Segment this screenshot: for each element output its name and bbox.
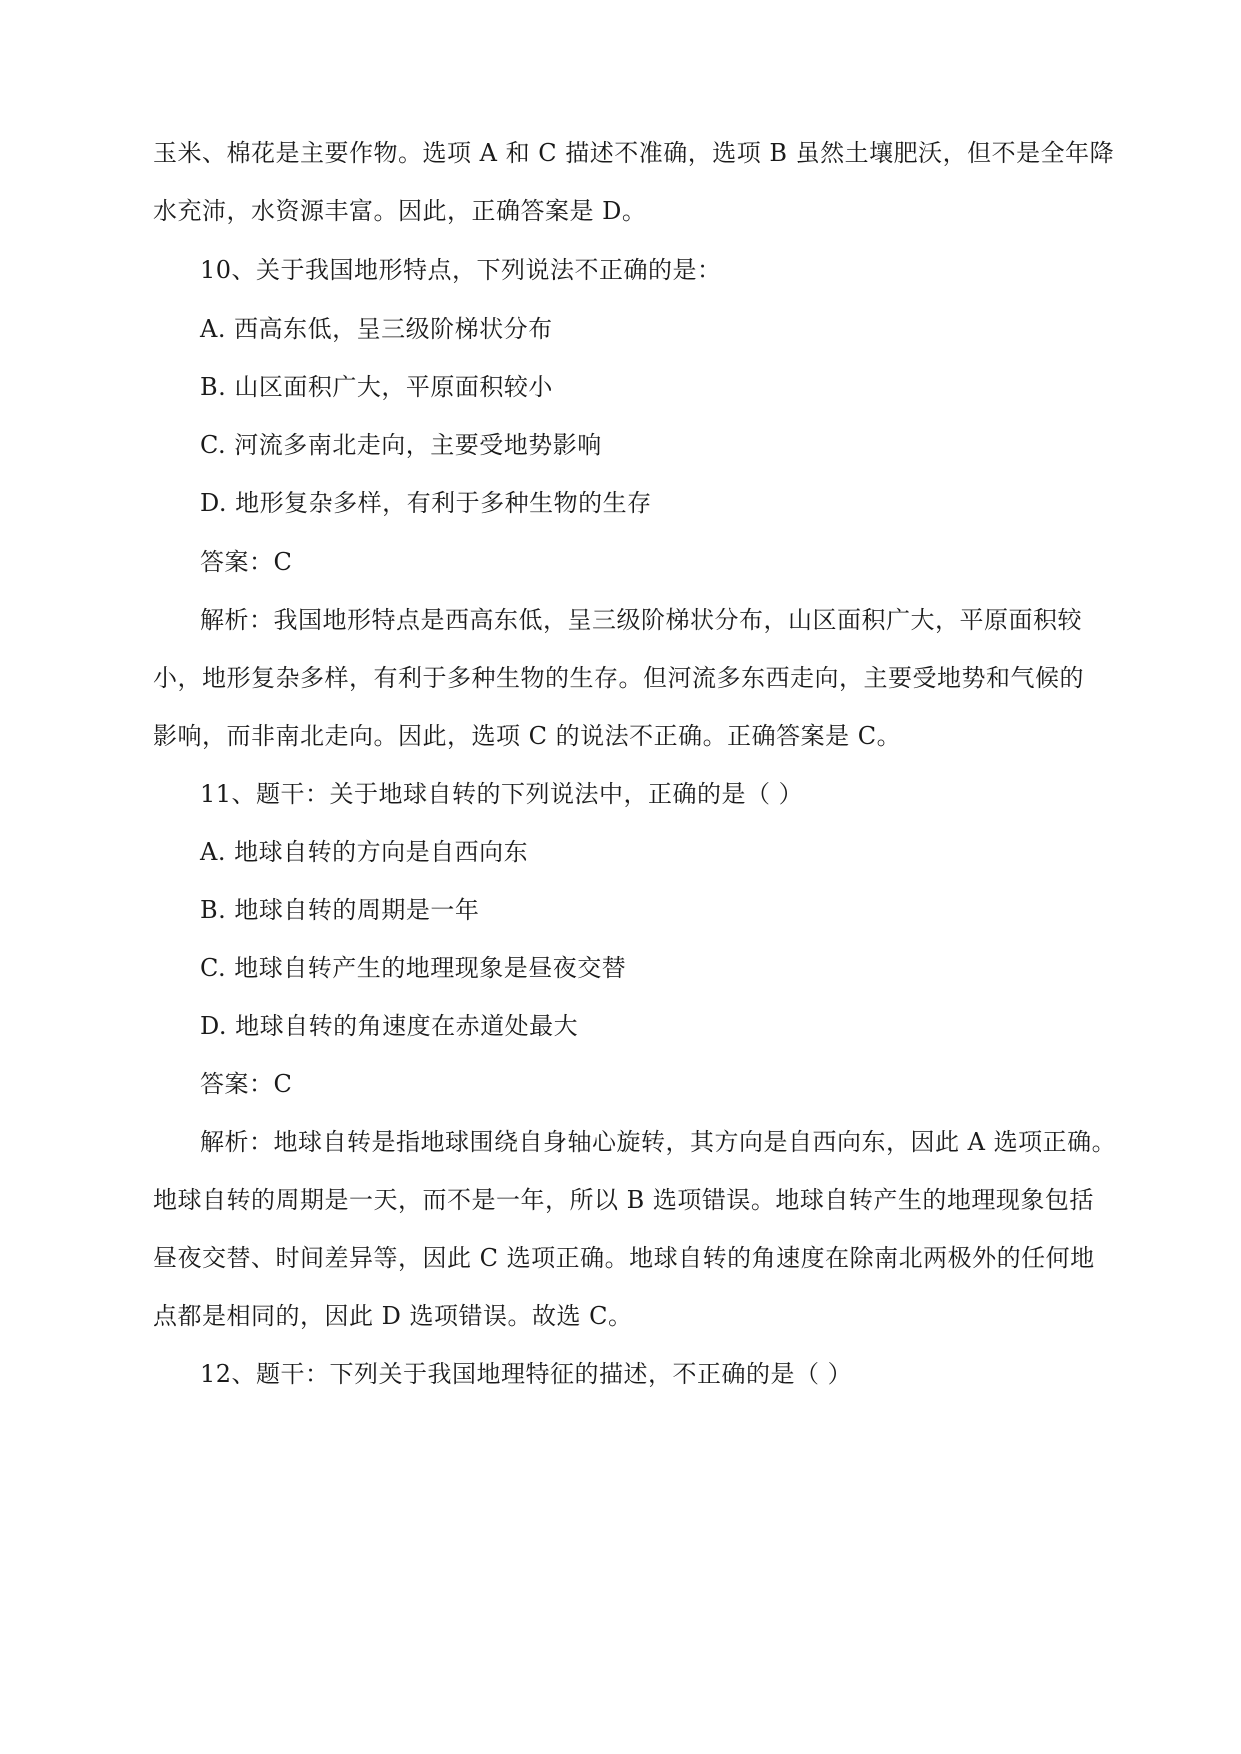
question-10-answer: 答案：C — [200, 548, 293, 576]
question-11-option-a: A. 地球自转的方向是自西向东 — [200, 838, 529, 866]
question-11-option-d: D. 地球自转的角速度在赤道处最大 — [200, 1012, 579, 1040]
question-10-explanation: 小，地形复杂多样，有利于多种生物的生存。但河流多东西走向，主要受地势和气候的 — [153, 664, 1084, 692]
question-11-answer: 答案：C — [200, 1070, 293, 1098]
paragraph-line: 玉米、棉花是主要作物。选项 A 和 C 描述不准确，选项 B 虽然土壤肥沃，但不是全年降 — [153, 139, 1115, 167]
question-10-stem: 10、关于我国地形特点，下列说法不正确的是： — [200, 256, 722, 284]
question-11-stem: 11、题干：关于地球自转的下列说法中，正确的是（ ） — [200, 780, 804, 808]
question-11-explanation: 点都是相同的，因此 D 选项错误。故选 C。 — [153, 1302, 633, 1330]
question-11-option-c: C. 地球自转产生的地理现象是昼夜交替 — [200, 954, 627, 982]
question-11-explanation: 解析：地球自转是指地球围绕自身轴心旋转，其方向是自西向东，因此 A 选项正确。 — [200, 1128, 1117, 1156]
question-10-explanation: 解析：我国地形特点是西高东低，呈三级阶梯状分布，山区面积广大，平原面积较 — [200, 606, 1082, 634]
question-11-explanation: 地球自转的周期是一天，而不是一年，所以 B 选项错误。地球自转产生的地理现象包括 — [153, 1186, 1094, 1214]
question-10-option-a: A. 西高东低，呈三级阶梯状分布 — [200, 315, 553, 343]
paragraph-line: 水充沛，水资源丰富。因此，正确答案是 D。 — [153, 197, 647, 225]
question-10-option-d: D. 地形复杂多样，有利于多种生物的生存 — [200, 489, 652, 517]
question-11-explanation: 昼夜交替、时间差异等，因此 C 选项正确。地球自转的角速度在除南北两极外的任何地 — [153, 1244, 1095, 1272]
question-12-stem: 12、题干：下列关于我国地理特征的描述，不正确的是（ ） — [200, 1360, 853, 1388]
question-10-option-c: C. 河流多南北走向，主要受地势影响 — [200, 431, 602, 459]
question-11-option-b: B. 地球自转的周期是一年 — [200, 896, 480, 924]
question-10-option-b: B. 山区面积广大，平原面积较小 — [200, 373, 553, 401]
question-10-explanation: 影响，而非南北走向。因此，选项 C 的说法不正确。正确答案是 C。 — [153, 722, 902, 750]
